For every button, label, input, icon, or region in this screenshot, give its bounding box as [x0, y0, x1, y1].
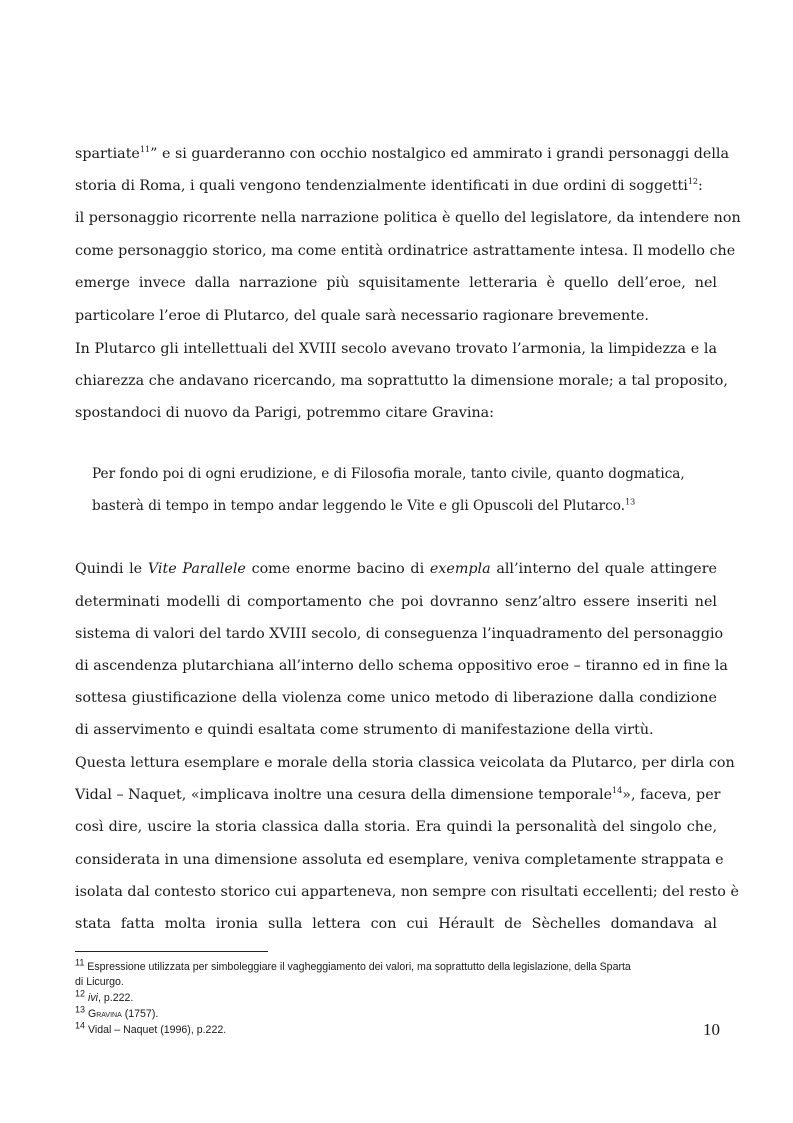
body-line-5: emerge invece dalla narrazione più squisitamente letteraria è quello dell’eroe, nel — [75, 275, 717, 291]
body-line-19: considerata in una dimensione assoluta ed esemplare, veniva completamente strappata e — [75, 852, 724, 868]
body-line-9: spostandoci di nuovo da Parigi, potremmo citare Gravina: — [75, 405, 494, 421]
footnote-ref-13[interactable]: 13 — [625, 497, 636, 507]
body-line-14: sottesa giustificazione della violenza come unico metodo di liberazione dalla condizione — [75, 690, 717, 706]
page-number: 10 — [703, 1020, 720, 1039]
footnote-separator — [75, 951, 268, 952]
footnote-11-continued: di Licurgo. — [75, 976, 124, 988]
body-line-8: chiarezza che andavano ricercando, ma soprattutto la dimensione morale; a tal proposito, — [75, 373, 728, 389]
body-line-16: Questa lettura esemplare e morale della storia classica veicolata da Plutarco, per dirla con — [75, 755, 735, 771]
body-line-1: spartiate$^{11}$” e si guarderanno con occhio nostalgico ed ammirato i grandi personaggi della — [75, 145, 730, 162]
body-line-11: determinati modelli di comportamento che poi dovranno senz’altro essere inseriti nel — [75, 594, 717, 610]
footnote-14: $^{14}$ Vidal – Naquet (1996), p.222. — [75, 1020, 227, 1036]
body-line-15: di asservimento e quindi esaltata come strumento di manifestazione della virtù. — [75, 722, 654, 738]
footnote-ref-12[interactable]: 12 — [687, 177, 698, 187]
body-line-7: In Plutarco gli intellettuali del XVIII secolo avevano trovato l’armonia, la limpidezza e la — [75, 341, 717, 357]
body-line-4: come personaggio storico, ma come entità ordinatrice astrattamente intesa. Il modello che — [75, 243, 736, 259]
body-line-10: Quindi le Vite Parallele come enorme bacino di exempla all’interno del quale attingere — [75, 561, 718, 577]
body-line-13: di ascendenza plutarchiana all’interno dello schema oppositivo eroe – tiranno ed in fine la — [75, 658, 728, 674]
footnote-11: $^{11}$ Espressione utilizzata per simboleggiare il vagheggiamento dei valori, ma soprattutto della legislazione, della Sparta — [75, 957, 631, 973]
body-line-6: particolare l’eroe di Plutarco, del quale sarà necessario ragionare brevemente. — [75, 308, 649, 324]
block-quote-line-2: basterà di tempo in tempo andar leggendo le Vite e gli Opuscoli del Plutarco.$^{13}$ — [92, 497, 636, 514]
footnote-12: $^{12}$ ivi, p.222. — [75, 988, 134, 1004]
body-line-20: isolata dal contesto storico cui apparteneva, non sempre con risultati eccellenti; del resto è — [75, 884, 739, 900]
body-line-2: storia di Roma, i quali vengono tendenzialmente identificati in due ordini di soggetti$^{12}$: — [75, 177, 703, 194]
footnote-ref-14[interactable]: 14 — [612, 786, 623, 796]
body-line-17: Vidal – Naquet, «implicava inoltre una cesura della dimensione temporale$^{14}$», faceva, per — [75, 786, 721, 803]
footnote-ref-11[interactable]: 11 — [139, 145, 151, 155]
body-line-18: così dire, uscire la storia classica dalla storia. Era quindi la personalità del singolo che, — [75, 819, 717, 835]
body-line-21: stata fatta molta ironia sulla lettera con cui Hérault de Sèchelles domandava al — [75, 916, 717, 932]
body-line-3: il personaggio ricorrente nella narrazione politica è quello del legislatore, da intendere non — [75, 210, 741, 226]
body-line-12: sistema di valori del tardo XVIII secolo, di conseguenza l’inquadramento del personaggio — [75, 626, 724, 642]
block-quote-line-1: Per fondo poi di ogni erudizione, e di Filosofia morale, tanto civile, quanto dogmatica, — [92, 466, 685, 482]
footnote-13: $^{13}$ Gravina (1757). — [75, 1004, 159, 1020]
